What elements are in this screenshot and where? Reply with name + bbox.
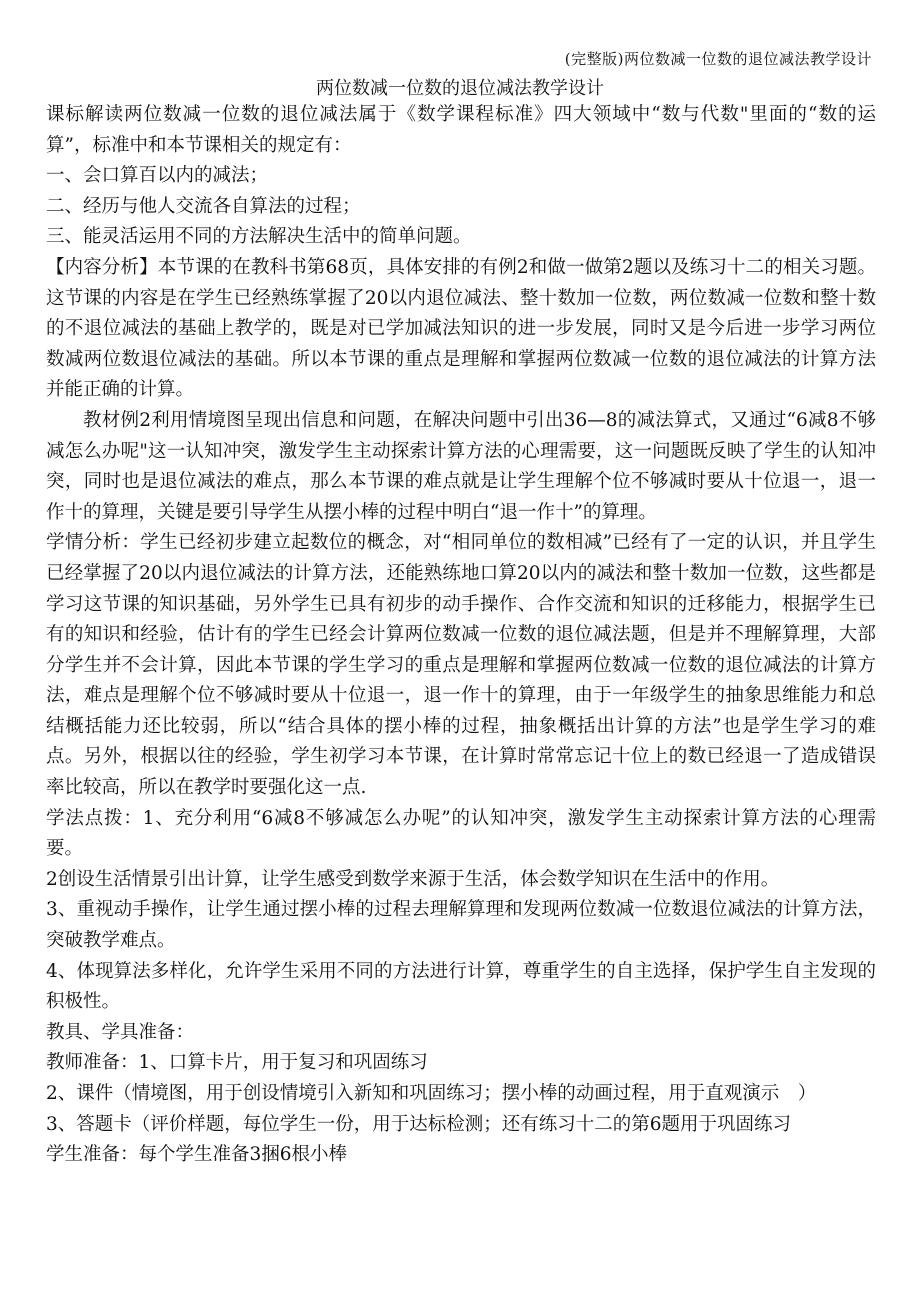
- paragraph-student-analysis: 学情分析：学生已经初步建立起数位的概念，对“相同单位的数相减”已经有了一定的认识，并且学生已经掌握了20以内退位减法的计算方法，还能熟练地口算20以内的减法和整十数加一位数，这些都是学习这节课的知识基础，另外学生已具有初步的动手操作、合作交流和知识的迁移能力，根据学生已有的知识和经验，估计有的学生已经会计算两位数减一位数的退位减法题，但是并不理解算理，大部分学生并不会计算，因此本节课的学生学习的重点是理解和掌握两位数减一位数的退位减法的计算方法，难点是理解个位不够减时要从十位退一，退一作十的算理，由于一年级学生的抽象思维能力和总结概括能力还比较弱，所以“结合具体的摆小棒的过程，抽象概括出计算的方法”也是学生学习的难点。另外，根据以往的经验，学生初学习本节课，在计算时常常忘记十位上的数已经退一了造成错误率比较高，所以在教学时要强化这一点.: [46, 532, 876, 799]
- paragraph-content-analysis: 【内容分析】本节课的在教科书第68页，具体安排的有例2和做一做第2题以及练习十二的相关习题。这节课的内容是在学生已经熟练掌握了20以内退位减法、整十数加一位数，两位数减一位数和整十数的不退位减法的基础上教学的，既是对已学加减法知识的进一步发展，同时又是今后进一步学习两位数减两位数退位减法的基础。所以本节课的重点是理解和掌握两位数减一位数的退位减法的计算方法并能正确的计算。: [46, 256, 876, 401]
- paragraph-method-4: 4、体现算法多样化，允许学生采用不同的方法进行计算，尊重学生的自主选择，保护学生自主发现的积极性。: [46, 960, 876, 1013]
- paragraph-item-3: 三、能灵活运用不同的方法解决生活中的简单问题。: [46, 226, 472, 248]
- page-header: (完整版)两位数减一位数的退位减法教学设计: [564, 50, 872, 68]
- paragraph-materials-heading: 教具、学具准备：: [46, 1021, 195, 1043]
- paragraph-teacher-prep-1: 教师准备：1、口算卡片，用于复习和巩固练习: [46, 1052, 428, 1074]
- paragraph-method-3: 3、重视动手操作，让学生通过摆小棒的过程去理解算理和发现两位数减一位数退位减法的计算方法，突破教学难点。: [46, 899, 876, 952]
- paragraph-textbook-example: 教材例2利用情境图呈现出信息和问题，在解决问题中引出36—8的减法算式，又通过“6减8不够减怎么办呢"这一认知冲突，激发学生主动探索计算方法的心理需要，这一问题既反映了学生的认知冲突，同时也是退位减法的难点，那么本节课的难点就是让学生理解个位不够减时要从十位退一，退一作十的算理，关键是要引导学生从摆小棒的过程中明白“退一作十”的算理。: [46, 409, 876, 523]
- paragraph-item-2: 二、经历与他人交流各自算法的过程；: [46, 195, 361, 217]
- paragraph-method-2: 2创设生活情景引出计算，让学生感受到数学来源于生活，体会数学知识在生活中的作用。: [46, 868, 780, 890]
- paragraph-student-prep: 学生准备：每个学生准备3捆6根小棒: [46, 1144, 348, 1166]
- paragraph-teacher-prep-2: 2、课件（情境图，用于创设情境引入新知和巩固练习；摆小棒的动画过程，用于直观演示 ）: [46, 1083, 817, 1104]
- paragraph-teacher-prep-3: 3、答题卡（评价样题，每位学生一份，用于达标检测；还有练习十二的第6题用于巩固练习: [46, 1113, 792, 1135]
- paragraph-item-1: 一、会口算百以内的减法；: [46, 165, 269, 187]
- paragraph-curriculum: 课标解读两位数减一位数的退位减法属于《数学课程标准》四大领域中“数与代数"里面的“数的运算”，标准中和本节课相关的规定有：: [46, 104, 876, 156]
- document-body: [46, 100, 876, 1171]
- document-title: 两位数减一位数的退位减法教学设计: [316, 78, 604, 99]
- paragraph-method-1: 学法点拨：1、充分利用“6减8不够减怎么办呢”的认知冲突，激发学生主动探索计算方法的心理需要。: [46, 807, 876, 860]
